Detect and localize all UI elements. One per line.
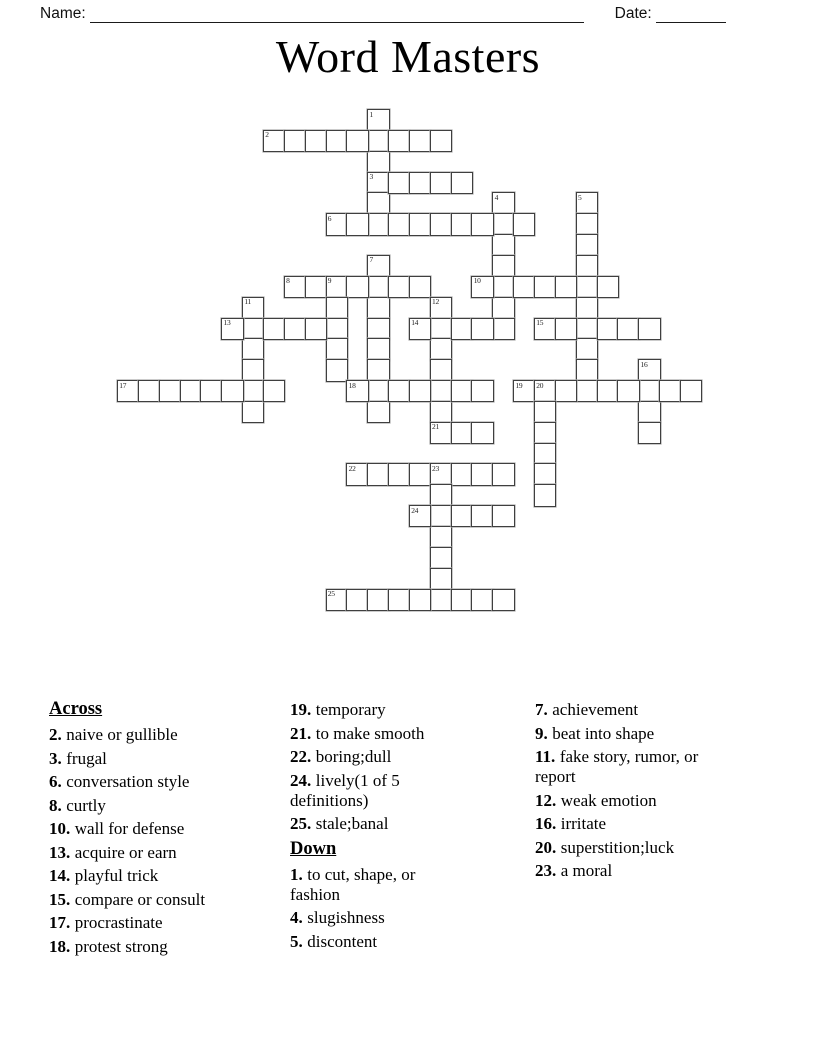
grid-cell	[430, 526, 452, 548]
grid-cell	[284, 276, 306, 298]
grid-cell	[367, 109, 389, 131]
grid-cell	[430, 338, 452, 360]
clue-text: stale;banal	[315, 814, 389, 833]
grid-cell	[576, 359, 598, 381]
clue-number: 16.	[535, 814, 557, 833]
clue-text: a moral	[560, 861, 613, 880]
grid-cell	[492, 318, 514, 340]
grid-cell	[451, 318, 473, 340]
clue-text: irritate	[560, 814, 607, 833]
clue-text: slugishness	[307, 908, 385, 927]
clue-number: 12.	[535, 790, 557, 810]
grid-cell	[242, 401, 264, 423]
grid-cell	[597, 318, 619, 340]
grid-cell	[367, 192, 389, 214]
grid-cell	[576, 338, 598, 360]
clue-text: compare or consult	[74, 889, 206, 909]
grid-cell	[367, 151, 389, 173]
cell-number: 1	[369, 109, 373, 119]
grid-cell	[451, 589, 473, 611]
grid-cell	[492, 463, 514, 485]
grid-cell	[263, 130, 285, 152]
clue-number: 9.	[535, 723, 548, 743]
grid-cell	[284, 318, 306, 340]
page-title: Word Masters	[275, 31, 541, 82]
clue-number: 24.	[290, 770, 312, 790]
clue-text: weak emotion	[560, 790, 657, 810]
clue-number: 5.	[290, 931, 303, 951]
clue-across-14	[49, 866, 287, 886]
grid-cell	[638, 401, 660, 423]
grid-cell	[492, 505, 514, 527]
clue-column-1	[49, 698, 287, 960]
grid-cell	[471, 213, 493, 235]
clue-across-6	[49, 772, 287, 792]
grid-cell	[576, 380, 598, 402]
clue-number: 19.	[290, 700, 312, 719]
grid-cell	[346, 463, 368, 485]
clue-across-15	[49, 890, 287, 910]
grid-cell	[451, 505, 473, 527]
grid-cell	[430, 505, 452, 527]
grid-cell	[409, 318, 431, 340]
grid-cell	[305, 276, 327, 298]
grid-cell	[576, 255, 598, 277]
clue-across-18	[49, 937, 287, 957]
cell-number: 25	[327, 589, 335, 599]
cell-number: 10	[473, 276, 481, 286]
cell-number: 16	[640, 359, 648, 369]
clue-number: 18.	[49, 936, 71, 956]
clue-number: 23.	[535, 861, 557, 880]
clue-text: beat into shape	[552, 723, 655, 743]
clue-across-2	[49, 725, 287, 745]
cell-number: 20	[536, 380, 544, 390]
across-heading: Across	[49, 699, 103, 719]
grid-cell	[388, 589, 410, 611]
grid-cell	[221, 318, 243, 340]
grid-cell	[367, 589, 389, 611]
grid-cell	[388, 276, 410, 298]
cell-number: 11	[244, 297, 252, 307]
clue-number: 2.	[49, 725, 62, 744]
clue-down-4	[290, 908, 462, 928]
clue-across-25	[290, 814, 462, 834]
grid-cell	[534, 276, 556, 298]
cell-number: 17	[119, 380, 127, 390]
grid-cell	[326, 318, 348, 340]
clue-down-11	[535, 747, 740, 787]
grid-cell	[471, 589, 493, 611]
grid-cell	[576, 192, 598, 214]
cell-number: 7	[369, 255, 373, 265]
grid-cell	[513, 276, 535, 298]
clue-number: 22.	[290, 747, 312, 766]
cell-number: 18	[348, 380, 356, 390]
clue-text: naive or gullible	[66, 725, 178, 744]
clue-text: acquire or earn	[74, 842, 177, 862]
grid-cell	[430, 401, 452, 423]
grid-cell	[430, 589, 452, 611]
grid-cell	[305, 318, 327, 340]
grid-cell	[555, 318, 577, 340]
grid-cell	[534, 401, 556, 423]
grid-cell	[367, 130, 389, 152]
grid-cell	[388, 172, 410, 194]
grid-cell	[326, 359, 348, 381]
grid-cell	[576, 213, 598, 235]
clue-column-3	[535, 700, 740, 885]
cell-number: 14	[411, 318, 419, 327]
cell-number: 23	[432, 463, 439, 473]
grid-cell	[513, 380, 535, 402]
clue-text: fake story, rumor, or report	[535, 747, 699, 786]
grid-cell	[221, 380, 243, 402]
grid-cell	[409, 463, 431, 485]
grid-cell	[617, 380, 639, 402]
cell-number: 9	[327, 276, 332, 286]
grid-cell	[576, 297, 598, 319]
clue-number: 15.	[49, 889, 71, 909]
clue-number: 10.	[49, 819, 71, 838]
clue-text: conversation style	[66, 772, 190, 791]
grid-cell	[430, 172, 452, 194]
clue-column-2	[290, 700, 462, 955]
grid-cell	[617, 318, 639, 340]
grid-cell	[492, 234, 514, 256]
clue-text: procrastinate	[74, 913, 163, 932]
cell-number: 22	[348, 463, 356, 473]
grid-cell	[597, 380, 619, 402]
grid-cell	[367, 276, 389, 298]
clue-number: 4.	[290, 908, 303, 927]
grid-cell	[346, 130, 368, 152]
grid-cell	[200, 380, 222, 402]
grid-cell	[367, 463, 389, 485]
cell-number: 21	[432, 422, 439, 432]
clue-number: 13.	[49, 842, 71, 862]
clue-down-5	[290, 932, 462, 952]
grid-cell	[430, 318, 452, 340]
clue-number: 3.	[49, 748, 62, 768]
grid-cell	[555, 380, 577, 402]
grid-cell	[555, 276, 577, 298]
grid-cell	[326, 130, 348, 152]
grid-cell	[576, 234, 598, 256]
grid-cell	[430, 547, 452, 569]
grid-cell	[242, 359, 264, 381]
grid-cell	[534, 422, 556, 444]
grid-cell	[638, 422, 660, 444]
clue-text: lively(1 of 5 definitions)	[290, 770, 400, 810]
grid-cell	[492, 589, 514, 611]
grid-cell	[451, 213, 473, 235]
name-label: Name:	[40, 5, 86, 22]
down-heading: Down	[290, 838, 337, 859]
cell-number: 8	[286, 276, 290, 286]
grid-cell	[367, 213, 389, 235]
grid-cell	[409, 589, 431, 611]
grid-cell	[326, 338, 348, 360]
clue-number: 25.	[290, 814, 312, 833]
grid-cell	[471, 380, 493, 402]
clue-across-10	[49, 819, 287, 839]
grid-cell	[242, 297, 264, 319]
grid-cell	[430, 568, 452, 590]
clue-across-17	[49, 913, 287, 933]
cell-number: 2	[265, 130, 269, 140]
grid-cell	[263, 380, 285, 402]
grid-cell	[534, 484, 556, 506]
clue-text: temporary	[315, 700, 386, 719]
grid-cell	[242, 380, 264, 402]
grid-cell	[409, 505, 431, 527]
grid-cell	[117, 380, 139, 402]
clue-text: to make smooth	[315, 723, 425, 743]
grid-cell	[659, 380, 681, 402]
grid-cell	[409, 380, 431, 402]
grid-cell	[638, 380, 660, 402]
grid-cell	[367, 172, 389, 194]
grid-cell	[680, 380, 702, 402]
grid-cell	[471, 505, 493, 527]
grid-cell	[638, 359, 660, 381]
cell-number: 6	[327, 213, 332, 223]
grid-cell	[346, 380, 368, 402]
clue-across-24	[290, 771, 462, 811]
clue-text: to cut, shape, or fashion	[290, 864, 416, 904]
clue-text: playful trick	[74, 866, 159, 885]
crossword-grid	[117, 109, 703, 611]
clue-down-7	[535, 700, 740, 720]
clue-down-1	[290, 865, 462, 905]
grid-cell	[326, 213, 348, 235]
clue-number: 20.	[535, 837, 557, 857]
grid-cell	[284, 130, 306, 152]
clue-down-16	[535, 814, 740, 834]
grid-cell	[451, 422, 473, 444]
grid-cell	[492, 255, 514, 277]
grid-cell	[242, 318, 264, 340]
grid-cell	[180, 380, 202, 402]
grid-cell	[430, 359, 452, 381]
clue-down-12	[535, 791, 740, 811]
grid-cell	[534, 380, 556, 402]
grid-cell	[346, 213, 368, 235]
cell-number: 5	[577, 192, 582, 202]
grid-cell	[305, 130, 327, 152]
grid-cell	[471, 318, 493, 340]
grid-cell	[326, 297, 348, 319]
clue-down-9	[535, 724, 740, 744]
clue-across-3	[49, 749, 287, 769]
grid-cell	[430, 297, 452, 319]
clue-number: 6.	[49, 772, 62, 791]
clue-across-13	[49, 843, 287, 863]
grid-cell	[388, 130, 410, 152]
grid-cell	[409, 213, 431, 235]
grid-cell	[576, 318, 598, 340]
grid-cell	[159, 380, 181, 402]
date-fill-line	[656, 7, 726, 23]
clue-number: 21.	[290, 723, 312, 743]
grid-cell	[638, 318, 660, 340]
grid-cell	[388, 463, 410, 485]
clue-across-19	[290, 700, 462, 720]
grid-cell	[430, 463, 452, 485]
grid-cell	[430, 380, 452, 402]
name-fill-line	[90, 7, 584, 23]
grid-cell	[326, 589, 348, 611]
grid-cell	[242, 338, 264, 360]
clue-text: protest strong	[74, 936, 168, 956]
clue-text: wall for defense	[74, 819, 185, 838]
grid-cell	[367, 297, 389, 319]
grid-cell	[492, 213, 514, 235]
grid-cell	[409, 172, 431, 194]
worksheet-header	[40, 5, 740, 23]
cell-number: 13	[223, 318, 231, 327]
cell-number: 4	[494, 192, 499, 202]
cell-number: 15	[536, 318, 544, 327]
clue-text: boring;dull	[315, 747, 392, 766]
date-label: Date:	[614, 5, 652, 22]
grid-cell	[492, 276, 514, 298]
grid-cell	[409, 276, 431, 298]
grid-cell	[534, 463, 556, 485]
grid-cell	[430, 422, 452, 444]
grid-cell	[367, 401, 389, 423]
grid-cell	[513, 213, 535, 235]
clue-down-23	[535, 861, 740, 881]
clue-number: 17.	[49, 913, 71, 932]
grid-cell	[471, 422, 493, 444]
clue-text: superstition;luck	[560, 837, 675, 857]
grid-cell	[409, 130, 431, 152]
grid-cell	[451, 380, 473, 402]
grid-cell	[534, 318, 556, 340]
grid-cell	[471, 276, 493, 298]
grid-cell	[534, 443, 556, 465]
grid-cell	[430, 484, 452, 506]
cell-number: 24	[411, 505, 419, 515]
grid-cell	[138, 380, 160, 402]
clue-text: frugal	[66, 748, 107, 768]
grid-cell	[451, 172, 473, 194]
cell-number: 3	[369, 172, 373, 182]
grid-cell	[326, 276, 348, 298]
grid-cell	[367, 359, 389, 381]
grid-cell	[471, 463, 493, 485]
grid-cell	[367, 255, 389, 277]
cell-number: 12	[432, 297, 439, 307]
clue-number: 8.	[49, 795, 62, 815]
grid-cell	[367, 338, 389, 360]
clue-text: discontent	[307, 931, 378, 951]
clue-number: 7.	[535, 700, 548, 719]
grid-cell	[597, 276, 619, 298]
clue-text: curtly	[66, 795, 106, 815]
clue-text: achievement	[552, 700, 639, 719]
grid-cell	[451, 463, 473, 485]
grid-cell	[430, 213, 452, 235]
clue-down-20	[535, 838, 740, 858]
grid-cell	[346, 276, 368, 298]
clue-across-22	[290, 747, 462, 767]
grid-cell	[263, 318, 285, 340]
grid-cell	[367, 380, 389, 402]
grid-cell	[388, 213, 410, 235]
grid-cell	[576, 276, 598, 298]
clue-across-8	[49, 796, 287, 816]
grid-cell	[346, 589, 368, 611]
grid-cell	[492, 297, 514, 319]
grid-cell	[367, 318, 389, 340]
grid-cell	[430, 130, 452, 152]
clue-number: 1.	[290, 864, 303, 884]
grid-cell	[388, 380, 410, 402]
clue-number: 11.	[535, 747, 556, 766]
clue-across-21	[290, 724, 462, 744]
grid-cell	[492, 192, 514, 214]
clue-number: 14.	[49, 866, 71, 885]
cell-number: 19	[515, 380, 523, 390]
